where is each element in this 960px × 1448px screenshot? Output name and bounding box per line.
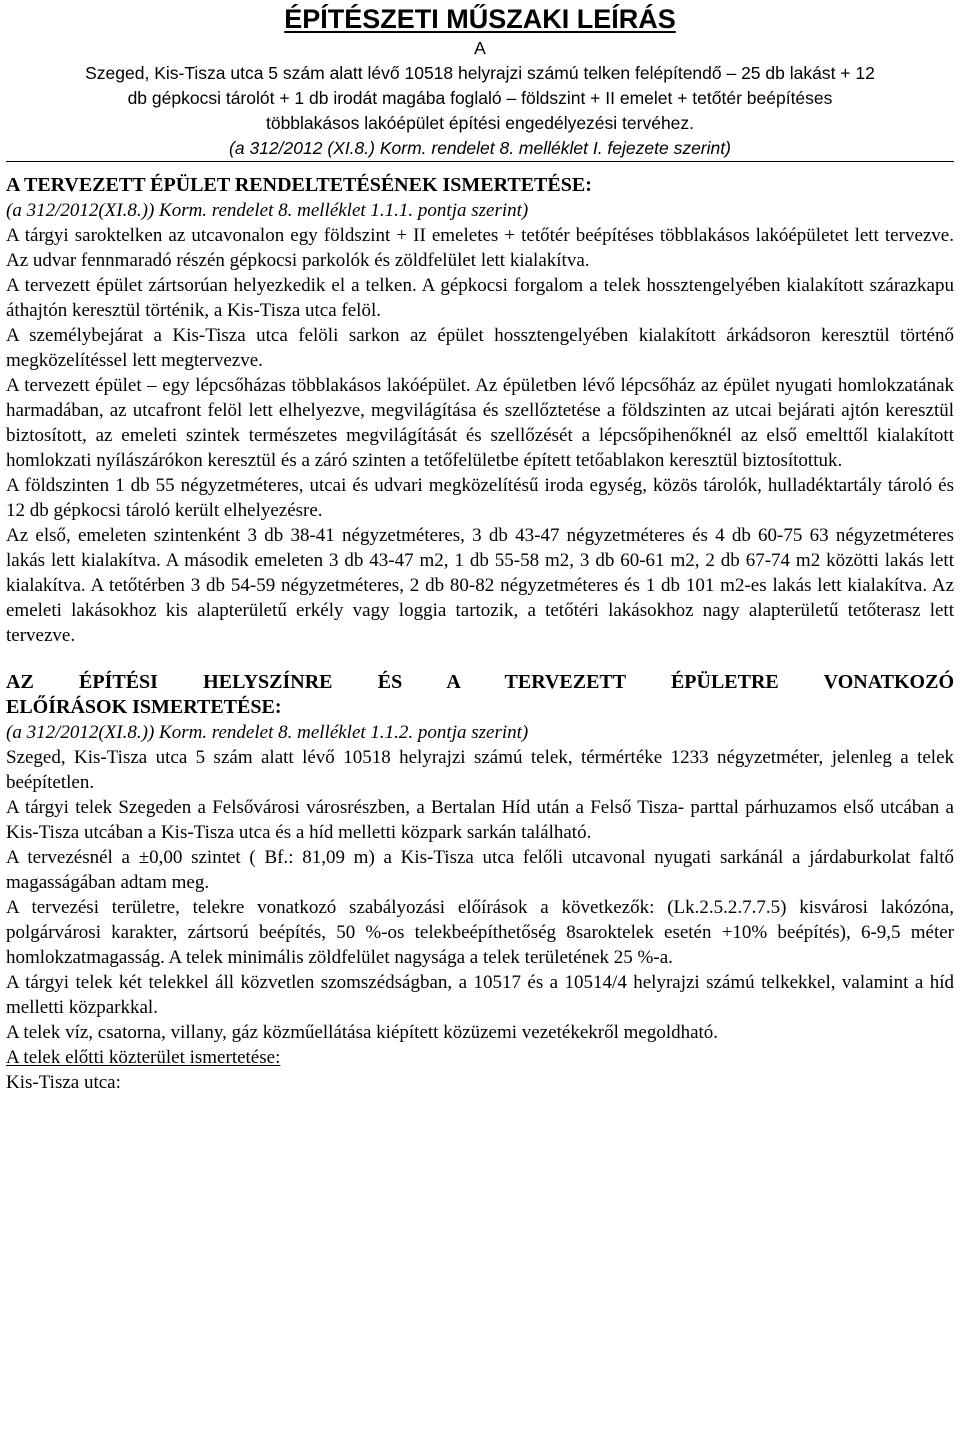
paragraph: A telek víz, csatorna, villany, gáz közműellátása kiépített közüzemi vezetékekről megoldható.: [6, 1022, 719, 1043]
section-site-regulations: [6, 670, 954, 1095]
section-heading-line2: ELŐÍRÁSOK ISMERTETÉSE:: [6, 696, 282, 718]
paragraph: A tárgyi saroktelken az utcavonalon egy földszint + II emeletes + tetőtér beépítéses többlakásos lakóépületet lett tervezve. Az udvar fennmaradó részén gépkocsi parkolók és zöldfelület lett kialakítva.: [6, 225, 954, 271]
paragraph: Az első, emeleten szintenként 3 db 38-41 négyzetméteres, 3 db 43-47 négyzetméteres és 4 db 60-75 63 négyzetméteres lakás lett kialakítva. A második emeleten 3 db 43-47 m2, 1 db 55-58 m2, 3 db 60-61 m2, 2 db 67-74 m2 közötti lakás lett kialakítva. A tetőtérben 3 db 54-59 négyzetméteres, 2 db 80-82 négyzetméteres és 1 db 101 m2-es lakás lett kialakítva. Az emeleti lakásokhoz kis alapterületű erkély vagy loggia tartozik, a tetőtéri lakásokhoz nagy alapterületű tetőterasz lett tervezve.: [6, 525, 954, 646]
paragraph: A tervezett épület – egy lépcsőházas többlakásos lakóépület. Az épületben lévő lépcsőház az épület nyugati homlokzatának harmadában, az utcafront felöl lett elhelyezve, megvilágítása és szellőztetése a földszinten az utcai bejárati ajtón keresztül biztosított, az emeleti szintek természetes megvilágítását és szellőzését a lépcsőpihenőknél az első emelttől kialakított homlokzati nyílászárókon keresztül és a záró szinten a tetőfelületbe épített tetőablakon keresztül biztosítottuk.: [6, 375, 954, 471]
paragraph: A tárgyi telek Szegeden a Felsővárosi városrészben, a Bertalan Híd után a Felső Tisza- parttal párhuzamos első utcában a Kis-Tisza utcában a Kis-Tisza utca és a híd melletti közpark sarkán található.: [6, 797, 954, 843]
paragraph: A földszinten 1 db 55 négyzetméteres, utcai és udvari megközelítésű iroda egység, közös tárolók, hulladéktartály tároló és 12 db gépkocsi tároló került elhelyezésre.: [6, 475, 954, 521]
document-title: ÉPÍTÉSZETI MŰSZAKI LEÍRÁS: [284, 4, 676, 34]
subheading-text: A telek előtti közterület ismertetése:: [6, 1047, 281, 1068]
document-header: [6, 36, 954, 162]
section-regulation-ref: (a 312/2012(XI.8.)) Korm. rendelet 8. melléklet 1.1.2. pontja szerint): [6, 722, 529, 743]
section-heading: A TERVEZETT ÉPÜLET RENDELTETÉSÉNEK ISMERTETÉSE:: [6, 174, 592, 196]
section-building-purpose: [6, 173, 954, 648]
header-line: db gépkocsi tárolót + 1 db irodát magába foglaló – földszint + II emelet + tetőtér beépítéses: [127, 88, 833, 108]
paragraph: A tárgyi telek két telekkel áll közvetlen szomszédságban, a 10517 és a 10514/4 helyrajzi számú telkekkel, valamint a híd melletti közparkkal.: [6, 972, 954, 1018]
paragraph: Szeged, Kis-Tisza utca 5 szám alatt lévő 10518 helyrajzi számú telek, térmértéke 1233 négyzetméter, jelenleg a telek beépítetlen.: [6, 747, 954, 793]
document-page: [6, 0, 954, 1095]
section-regulation-ref: (a 312/2012(XI.8.)) Korm. rendelet 8. melléklet 1.1.1. pontja szerint): [6, 200, 529, 221]
header-line: Szeged, Kis-Tisza utca 5 szám alatt lévő 10518 helyrajzi számú telken felépítendő – 25 db lakást + 12: [85, 63, 875, 83]
section-heading-line1: AZ ÉPÍTÉSI HELYSZÍNRE ÉS A TERVEZETT ÉPÜLETRE VONATKOZÓ: [6, 671, 954, 693]
header-line: többlakásos lakóépület építési engedélyezési tervéhez.: [265, 113, 695, 133]
header-line: A: [474, 38, 486, 58]
paragraph: A tervezésnél a ±0,00 szintet ( Bf.: 81,09 m) a Kis-Tisza utca felőli utcavonal nyugati sarkánál a járdaburkolat faltő magasságában adtam meg.: [6, 847, 954, 893]
paragraph: A személybejárat a Kis-Tisza utca felöli sarkon az épület hossztengelyében kialakított árkádsoron keresztül történő megközelítéssel lett megtervezve.: [6, 325, 954, 371]
paragraph: A tervezési területre, telekre vonatkozó szabályozási előírások a következők: (Lk.2.5.2.7.7.5) kisvárosi lakózóna, polgárvárosi karakter, zártsorú beépítés, 50 %-os telekbeépíthetőség 8saroktelek esetén +10% beépítés), 6-9,5 méter homlokzatmagasság. A telek minimális zöldfelület nagysága a telek területének 25 %-a.: [6, 897, 954, 968]
header-regulation-ref: (a 312/2012 (XI.8.) Korm. rendelet 8. melléklet I. fejezete szerint): [229, 138, 731, 158]
paragraph: A tervezett épület zártsorúan helyezkedik el a telken. A gépkocsi forgalom a telek hossztengelyében kialakított szárazkapu áthajtón keresztül történik, a Kis-Tisza utca felöl.: [6, 275, 954, 321]
street-label: Kis-Tisza utca:: [6, 1072, 121, 1093]
subheading-public-area: [6, 1045, 954, 1070]
